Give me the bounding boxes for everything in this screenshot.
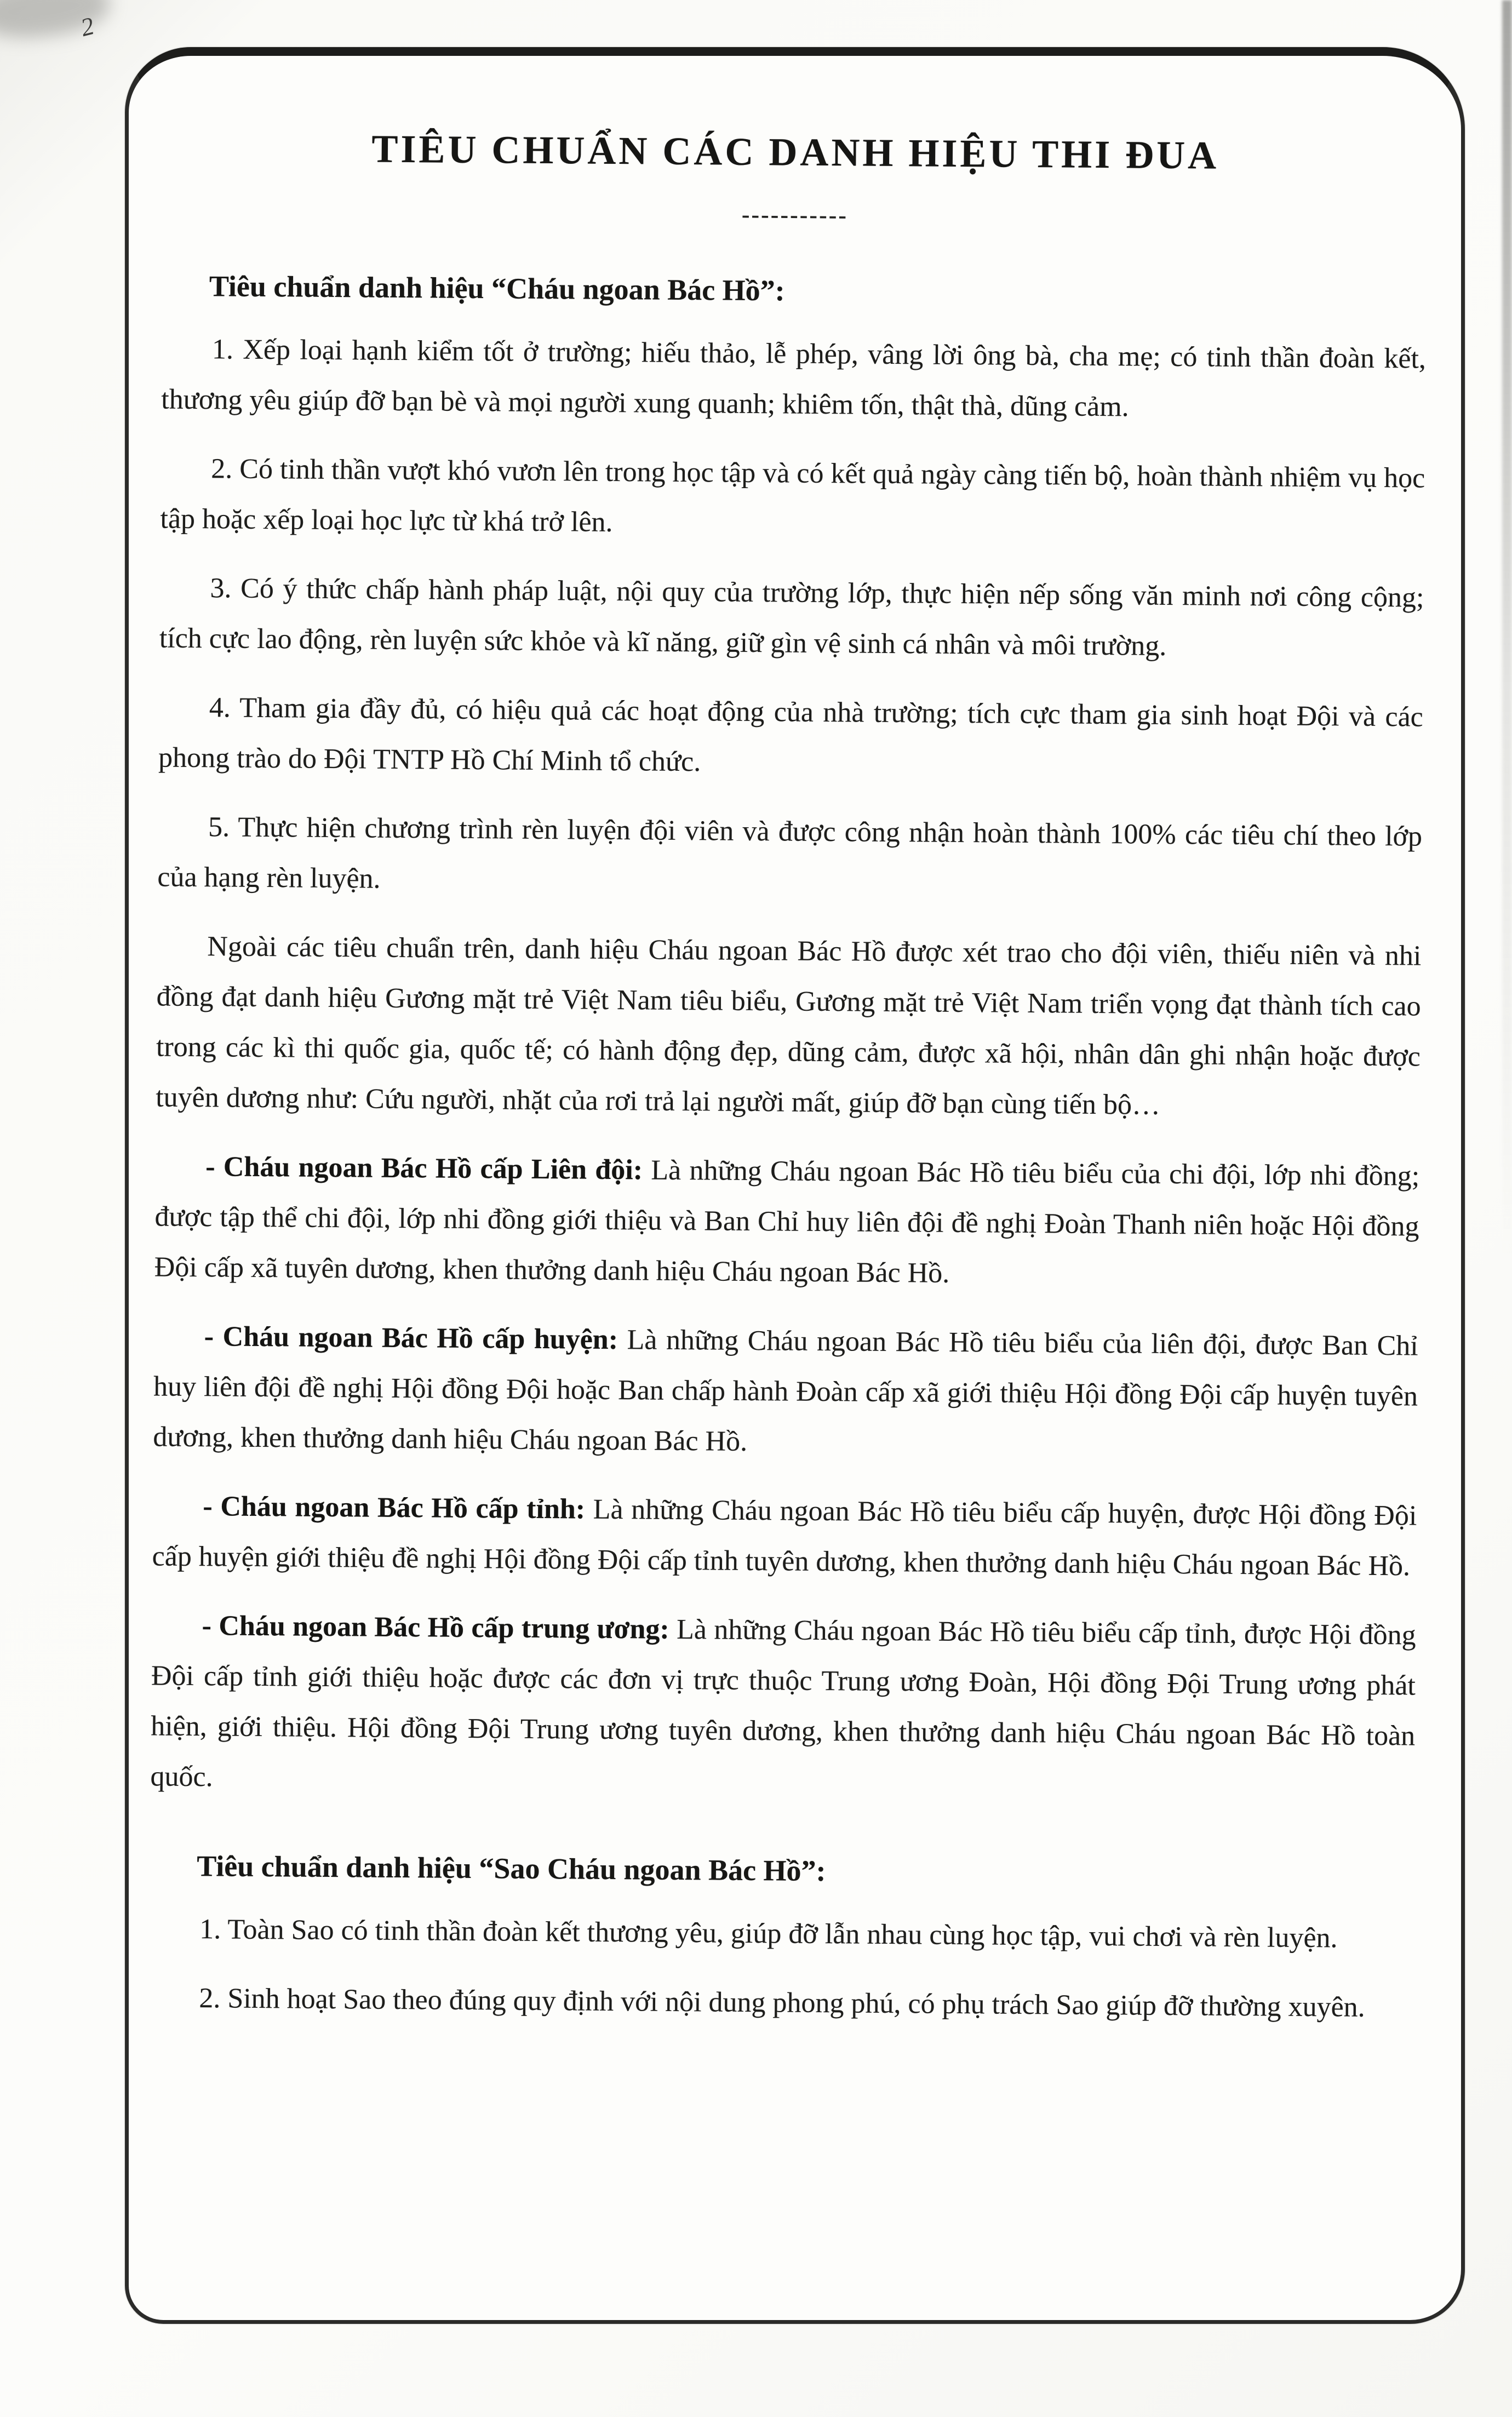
paragraph-cap-lien-doi-text: Là những Cháu ngoan Bác Hồ tiêu biểu của chi đội, lớp nhi đồng; được tập thể chi đội, lớp nhi đồng giới thiệu và Ban Chỉ huy liên đội đề nghị Đoàn Thanh niên hoặc Hội đồng Đội cấp xã tuyên dương, khen thưởng danh hiệu Cháu ngoan Bác Hồ. — [154, 1154, 1420, 1289]
sao-criterion-1: 1. Toàn Sao có tinh thần đoàn kết thương yêu, giúp đỡ lẫn nhau cùng học tập, vui chơi và rèn luyện. — [199, 1914, 1338, 1954]
paragraph-cap-huyen — [153, 1311, 1418, 1472]
paragraph-cap-tinh-text: Là những Cháu ngoan Bác Hồ tiêu biểu cấp huyện, được Hội đồng Đội cấp huyện giới thiệu đề nghị Hội đồng Đội cấp tỉnh tuyên dương, khen thưởng danh hiệu Cháu ngoan Bác Hồ. — [152, 1493, 1417, 1582]
paragraph-cap-trung-uong-lead: - Cháu ngoan Bác Hồ cấp trung ương: — [202, 1610, 669, 1645]
title-divider: ----------- — [741, 201, 849, 229]
criterion-2: 2. Có tinh thần vượt khó vươn lên trong học tập và có kết quả ngày càng tiến bộ, hoàn thành nhiệm vụ học tập hoặc xếp loại học lực từ khá trở lên. — [160, 453, 1425, 538]
criterion-1: 1. Xếp loại hạnh kiểm tốt ở trường; hiếu thảo, lễ phép, vâng lời ông bà, cha mẹ; có tinh thần đoàn kết, thương yêu giúp đỡ bạn bè và mọi người xung quanh; khiêm tốn, thật thà, dũng cảm. — [161, 334, 1427, 423]
paragraph-cap-tinh-lead: - Cháu ngoan Bác Hồ cấp tỉnh: — [203, 1491, 586, 1525]
paragraph-cap-lien-doi — [154, 1141, 1419, 1302]
paragraph-additional-consideration: Ngoài các tiêu chuẩn trên, danh hiệu Cháu ngoan Bác Hồ được xét trao cho đội viên, thiếu niên và nhi đồng đạt danh hiệu Gương mặt trẻ Việt Nam tiêu biểu, Gương mặt trẻ Việt Nam triển vọng đạt thành tích cao trong các kì thi quốc gia, quốc tế; có hành động đẹp, dũng cảm, được xã hội, nhân dân ghi nhận hoặc được tuyên dương như: Cứu người, nhặt của rơi trả lại người mất, giúp đỡ bạn cùng tiến bộ… — [156, 931, 1422, 1121]
document-border-frame — [125, 47, 1465, 2324]
heading-sao-chau-ngoan-bac-ho: Tiêu chuẩn danh hiệu “Sao Cháu ngoan Bác Hồ”: — [196, 1849, 826, 1888]
document-content — [148, 68, 1428, 2034]
page-number: 2 — [78, 11, 97, 42]
paragraph-cap-trung-uong — [150, 1600, 1416, 1812]
paragraph-cap-tinh — [152, 1481, 1417, 1591]
paragraph-cap-lien-doi-lead: - Cháu ngoan Bác Hồ cấp Liên đội: — [205, 1151, 643, 1186]
heading-chau-ngoan-bac-ho: Tiêu chuẩn danh hiệu “Cháu ngoan Bác Hồ”: — [209, 270, 785, 307]
paragraph-cap-trung-uong-text: Là những Cháu ngoan Bác Hồ tiêu biểu cấp tỉnh, được Hội đồng Đội cấp tỉnh giới thiệu hoặc được các đơn vị trực thuộc Trung ương Đoàn, Hội đồng Đội Trung ương phát hiện, giới thiệu. Hội đồng Đội Trung ương tuyên dương, khen thưởng danh hiệu Cháu ngoan Bác Hồ toàn quốc. — [150, 1613, 1416, 1793]
criterion-3: 3. Có ý thức chấp hành pháp luật, nội quy của trường lớp, thực hiện nếp sống văn minh nơi công cộng; tích cực lao động, rèn luyện sức khỏe và kĩ năng, giữ gìn vệ sinh cá nhân và môi trường. — [159, 572, 1424, 662]
sao-criterion-2: 2. Sinh hoạt Sao theo đúng quy định với nội dung phong phú, có phụ trách Sao giúp đỡ thường xuyên. — [199, 1983, 1365, 2023]
criterion-4: 4. Tham gia đầy đủ, có hiệu quả các hoạt động của nhà trường; tích cực tham gia sinh hoạt Đội và các phong trào do Đội TNTP Hồ Chí Minh tổ chức. — [158, 692, 1423, 778]
paragraph-cap-huyen-lead: - Cháu ngoan Bác Hồ cấp huyện: — [204, 1321, 618, 1356]
document-title: TIÊU CHUẨN CÁC DANH HIỆU THI ĐUA — [371, 127, 1219, 177]
criterion-5: 5. Thực hiện chương trình rèn luyện đội viên và được công nhận hoàn thành 100% các tiêu chí theo lớp của hạng rèn luyện. — [157, 811, 1423, 895]
paragraph-cap-huyen-text: Là những Cháu ngoan Bác Hồ tiêu biểu của liên đội, được Ban Chỉ huy liên đội đề nghị Hội đồng Đội hoặc Ban chấp hành Đoàn cấp xã giới thiệu Hội đồng Đội cấp huyện tuyên dương, khen thưởng danh hiệu Cháu ngoan Bác Hồ. — [153, 1324, 1418, 1457]
scan-edge-shadow — [1502, 0, 1512, 1260]
